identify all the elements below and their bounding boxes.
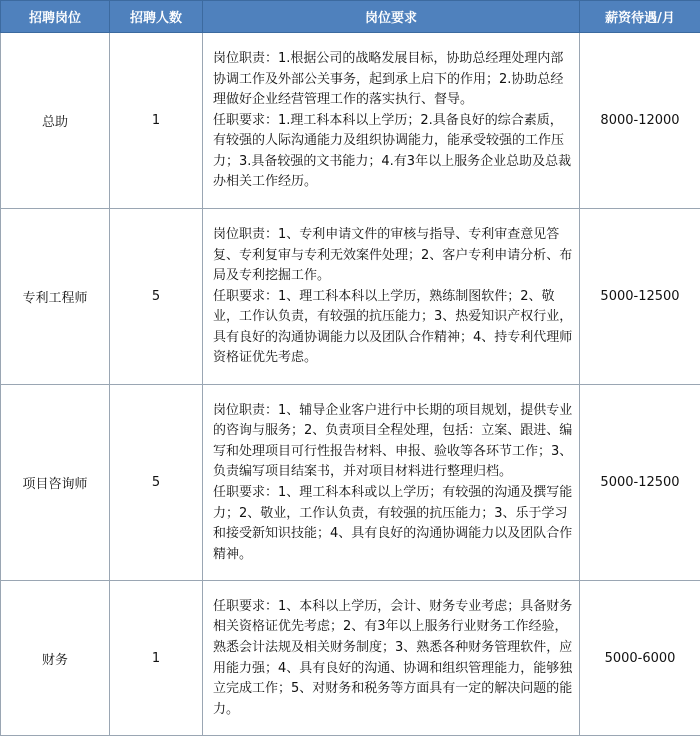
count-cell: 5 — [110, 385, 203, 581]
header-row — [1, 1, 700, 33]
requirements-cell — [203, 33, 580, 209]
qualification-text: 任职要求：1、理工科本科以上学历，熟练制图软件；2、敬业，工作认负责，有较强的抗压能力；3、热爱知识产权行业，具有良好的沟通协调能力以及团队合作精神；4、持专利代理师资格证优先考虑。 — [213, 287, 573, 369]
header-salary: 薪资待遇/月 — [580, 1, 700, 33]
salary-cell: 5000-12500 — [580, 385, 700, 581]
header-requirements: 岗位要求 — [203, 1, 580, 33]
table-row — [1, 385, 700, 581]
qualification-text: 任职要求：1、本科以上学历，会计、财务专业考虑；具备财务相关资格证优先考虑；2、有3年以上服务行业财务工作经验，熟悉会计法规及相关财务制度；3、熟悉各种财务管理软件，应用能力强；4、具有良好的沟通、协调和组织管理能力，能够独立完成工作；5、对财务和税务等方面具有一定的解决问题的能力。 — [213, 597, 573, 721]
header-position: 招聘岗位 — [1, 1, 110, 33]
position-cell: 总助 — [1, 33, 110, 209]
requirements-cell — [203, 581, 580, 736]
position-cell: 项目咨询师 — [1, 385, 110, 581]
duty-text: 岗位职责：1.根据公司的战略发展目标，协助总经理处理内部协调工作及外部公关事务，起到承上启下的作用；2.协助总经理做好企业经营管理工作的落实执行、督导。 — [213, 49, 573, 111]
table-row — [1, 581, 700, 736]
salary-cell: 5000-6000 — [580, 581, 700, 736]
qualification-text: 任职要求：1、理工科本科或以上学历；有较强的沟通及撰写能力；2、敬业，工作认负责，有较强的抗压能力；3、乐于学习和接受新知识技能；4、具有良好的沟通协调能力以及团队合作精神。 — [213, 483, 573, 565]
salary-cell: 5000-12500 — [580, 209, 700, 385]
duty-text: 岗位职责：1、专利申请文件的审核与指导、专利审查意见答复、专利复审与专利无效案件处理；2、客户专利申请分析、布局及专利挖掘工作。 — [213, 225, 573, 287]
requirements-cell — [203, 385, 580, 581]
duty-text: 岗位职责：1、辅导企业客户进行中长期的项目规划，提供专业的咨询与服务；2、负责项目全程处理，包括：立案、跟进、编写和处理项目可行性报告材料、申报、验收等各环节工作；3、负责编写项目结案书，并对项目材料进行整理归档。 — [213, 401, 573, 483]
position-cell: 专利工程师 — [1, 209, 110, 385]
salary-cell: 8000-12000 — [580, 33, 700, 209]
position-cell: 财务 — [1, 581, 110, 736]
count-cell: 1 — [110, 33, 203, 209]
count-cell: 1 — [110, 581, 203, 736]
count-cell: 5 — [110, 209, 203, 385]
table-row — [1, 209, 700, 385]
qualification-text: 任职要求：1.理工科本科以上学历；2.具备良好的综合素质，有较强的人际沟通能力及组织协调能力，能承受较强的工作压力；3.具备较强的文书能力；4.有3年以上服务企业总助及总裁办相关工作经历。 — [213, 111, 573, 193]
header-count: 招聘人数 — [110, 1, 203, 33]
requirements-cell — [203, 209, 580, 385]
table-row — [1, 33, 700, 209]
